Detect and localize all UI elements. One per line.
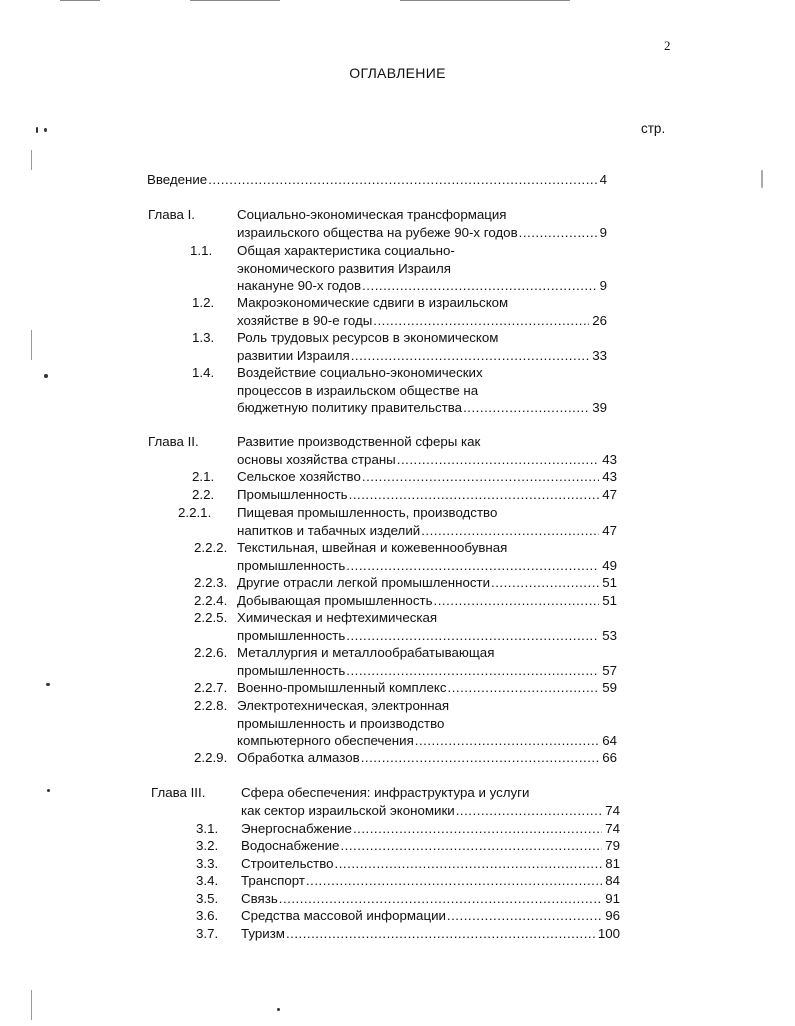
entry-text-line: компьютерного обеспечения [237,733,414,748]
entry-number: 3.2. [196,838,219,853]
scan-speck [277,1008,280,1011]
dot-leader [434,592,600,610]
entry-last-line [237,592,617,610]
entry-number: 2.2.6. [194,645,228,660]
entry-last-line [241,907,620,925]
entry-last-line [237,557,617,575]
entry-number: 3.3. [196,856,219,871]
entry-text-line: Химическая и нефтехимическая [237,610,438,625]
dot-leader [353,820,602,838]
entry-page: 51 [602,593,617,608]
entry-text [237,206,607,241]
dot-leader [349,486,600,504]
entry-text-line: Металлургия и металлообрабатывающая [237,645,495,660]
entry-text-line: хозяйстве в 90-е годы [237,312,373,328]
scan-speck [44,374,48,378]
entry-text [237,574,617,592]
entry-page: 47 [602,522,617,538]
entry-number: 2.2. [192,487,215,502]
scan-artifact [400,0,570,1]
entry-text [147,171,607,189]
entry-page: 66 [602,750,617,765]
intro-label: Введение [147,172,208,187]
entry-last-line [241,820,620,838]
entry-text-line: Транспорт [241,873,305,888]
scan-artifact [31,150,32,170]
entry-text [237,486,617,504]
entry-text-line: Общая характеристика социально- [237,243,455,258]
entry-text-line: промышленность [237,557,346,573]
entry-text-line: Строительство [241,856,334,871]
dot-leader [415,732,599,750]
entry-last-line [241,890,620,908]
entry-text-line: Сельское хозяйство [237,469,361,484]
entry-last-line [237,468,617,486]
entry-text [237,609,617,644]
dot-leader [491,574,599,592]
dot-leader [346,627,599,645]
page-number: 2 [664,38,671,53]
entry-number: 3.4. [196,873,219,888]
entry-text [237,294,607,329]
entry-last-line [237,486,617,504]
entry-last-line [237,399,607,417]
scan-artifact [31,990,32,1020]
entry-text [237,679,617,697]
entry-text-line: Промышленность [237,487,348,502]
entry-text [241,925,620,943]
scan-speck [44,128,47,132]
entry-last-line [237,451,617,469]
entry-page: 43 [602,451,617,467]
dot-leader [361,749,599,767]
entry-page: 26 [592,312,607,328]
dot-leader [346,557,599,575]
dot-leader [346,662,599,680]
entry-text [237,242,607,295]
entry-text-line: напитков и табачных изделий [237,522,421,538]
entry-text-line: Воздействие социально-экономических [237,365,483,380]
scan-speck [36,127,38,133]
entry-text-line: экономического развития Израиля [237,260,451,276]
entry-number: 2.2.3. [194,575,228,590]
entry-number: 3.1. [196,821,219,836]
entry-page: 59 [602,680,617,695]
entry-last-line [237,574,617,592]
entry-last-line [241,925,620,943]
entry-text [241,784,620,819]
entry-page: 43 [602,469,617,484]
dot-leader [340,837,602,855]
scan-artifact [190,0,280,1]
entry-text-line: Сфера обеспечения: инфраструктура и услуги [241,785,530,800]
entry-text-line: Роль трудовых ресурсов в экономическом [237,330,499,345]
entry-page: 39 [592,400,607,415]
entry-page: 79 [605,838,620,853]
entry-text-line: Обработка алмазов [237,750,360,765]
entry-text [237,749,617,767]
entry-page: 9 [599,278,607,293]
entry-text-line: израильского общества на рубеже 90-х годов [237,224,518,240]
entry-number: 3.6. [196,908,219,923]
entry-last-line [241,855,620,873]
entry-text-line: промышленность [237,662,346,678]
dot-leader [447,907,602,925]
entry-last-line [147,171,607,189]
entry-last-line [237,627,617,645]
dot-leader [208,171,596,189]
entry-text-line: Электротехническая, электронная [237,698,450,713]
entry-number: Глава II. [148,434,199,449]
dot-leader [306,872,602,890]
entry-text-line: Пищевая промышленность, производство [237,505,498,520]
dot-leader [448,679,600,697]
entry-text [241,837,620,855]
entry-text-line: развитии Израиля [237,347,350,363]
entry-text-line: как сектор израильской экономики [241,802,455,818]
entry-page: 4 [599,172,607,187]
entry-text-line: Добывающая промышленность [237,593,433,608]
entry-number: 2.2.1. [178,505,212,520]
entry-text [237,364,607,417]
entry-page: 47 [602,487,617,502]
entry-text [241,907,620,925]
entry-page: 74 [605,821,620,836]
entry-text-line: Макроэкономические сдвиги в израильском [237,295,509,310]
entry-text-line: Связь [241,891,278,906]
entry-text-line: Другие отрасли легкой промышленности [237,575,491,590]
entry-text-line: бюджетную политику правительства [237,400,463,415]
entry-page: 74 [605,802,620,818]
entry-text-line: Энергоснабжение [241,821,352,836]
entry-last-line [237,662,617,680]
entry-number: 2.2.4. [194,593,228,608]
entry-number: 1.1. [190,243,213,258]
entry-number: Глава III. [151,785,206,800]
entry-text-line: Военно-промышленный комплекс [237,680,447,695]
entry-text [241,855,620,873]
entry-last-line [237,277,607,295]
entry-text [237,329,607,364]
entry-last-line [241,872,620,890]
entry-page: 96 [605,908,620,923]
entry-page: 84 [605,873,620,888]
scan-artifact [60,0,100,1]
entry-text-line: Социально-экономическая трансформация [237,207,507,222]
entry-number: 1.2. [192,295,215,310]
entry-text [237,539,617,574]
entry-page: 100 [597,926,620,941]
entry-text [237,592,617,610]
entry-text [241,872,620,890]
entry-last-line [237,749,617,767]
entry-number: 1.4. [192,365,215,380]
entry-text-line: Туризм [241,926,285,941]
page-title: ОГЛАВЛЕНИЕ [349,65,446,81]
entry-number: 2.2.5. [194,610,228,625]
entry-number: 2.2.8. [194,698,228,713]
entry-number: 2.2.9. [194,750,228,765]
entry-page: 57 [602,662,617,678]
dot-leader [279,890,602,908]
entry-text-line: Водоснабжение [241,838,340,853]
entry-last-line [241,837,620,855]
entry-last-line [237,312,607,330]
entry-last-line [241,802,620,820]
entry-text-line: Развитие производственной сферы как [237,434,481,449]
dot-leader [335,855,603,873]
entry-page: 51 [602,575,617,590]
entry-text [237,697,617,750]
entry-page: 64 [602,733,617,748]
entry-last-line [237,679,617,697]
entry-page: 91 [605,891,620,906]
dot-leader [362,468,599,486]
dot-leader [362,277,596,295]
scan-speck [47,789,50,792]
entry-number: 3.7. [196,926,219,941]
dot-leader [351,347,590,365]
entry-number: 2.2.2. [194,540,228,555]
entry-text-line: основы хозяйства страны [237,451,396,467]
entry-number: 1.3. [192,330,215,345]
entry-text-line: промышленность [237,627,346,643]
entry-last-line [237,347,607,365]
entry-text [237,433,617,468]
entry-last-line [237,522,617,540]
entry-text-line: процессов в израильском обществе на [237,382,479,398]
scan-artifact [31,330,32,360]
dot-leader [421,522,599,540]
entry-last-line [237,224,607,242]
entry-page: 49 [602,557,617,573]
scan-speck [46,683,50,686]
dot-leader [519,224,597,242]
entry-text [237,644,617,679]
entry-number: Глава I. [148,207,195,222]
entry-page: 81 [605,856,620,871]
dot-leader [397,451,599,469]
entry-number: 2.1. [192,469,215,484]
entry-text [237,504,617,539]
entry-text [241,820,620,838]
entry-text [241,890,620,908]
entry-last-line [237,732,617,750]
entry-text-line: промышленность и производство [237,715,445,731]
dot-leader [463,399,589,417]
scan-artifact [761,170,763,188]
entry-text [237,468,617,486]
entry-text-line: Текстильная, швейная и кожевеннообувная [237,540,508,555]
entry-number: 2.2.7. [194,680,228,695]
entry-text-line: накануне 90-х годов [237,278,362,293]
entry-page: 33 [592,347,607,363]
entry-number: 3.5. [196,891,219,906]
dot-leader [456,802,602,820]
entry-text-line: Средства массовой информации [241,908,446,923]
entry-page: 53 [602,627,617,643]
dot-leader [373,312,589,330]
page-column-header: стр. [641,121,666,136]
entry-page: 9 [599,224,607,240]
dot-leader [286,925,595,943]
